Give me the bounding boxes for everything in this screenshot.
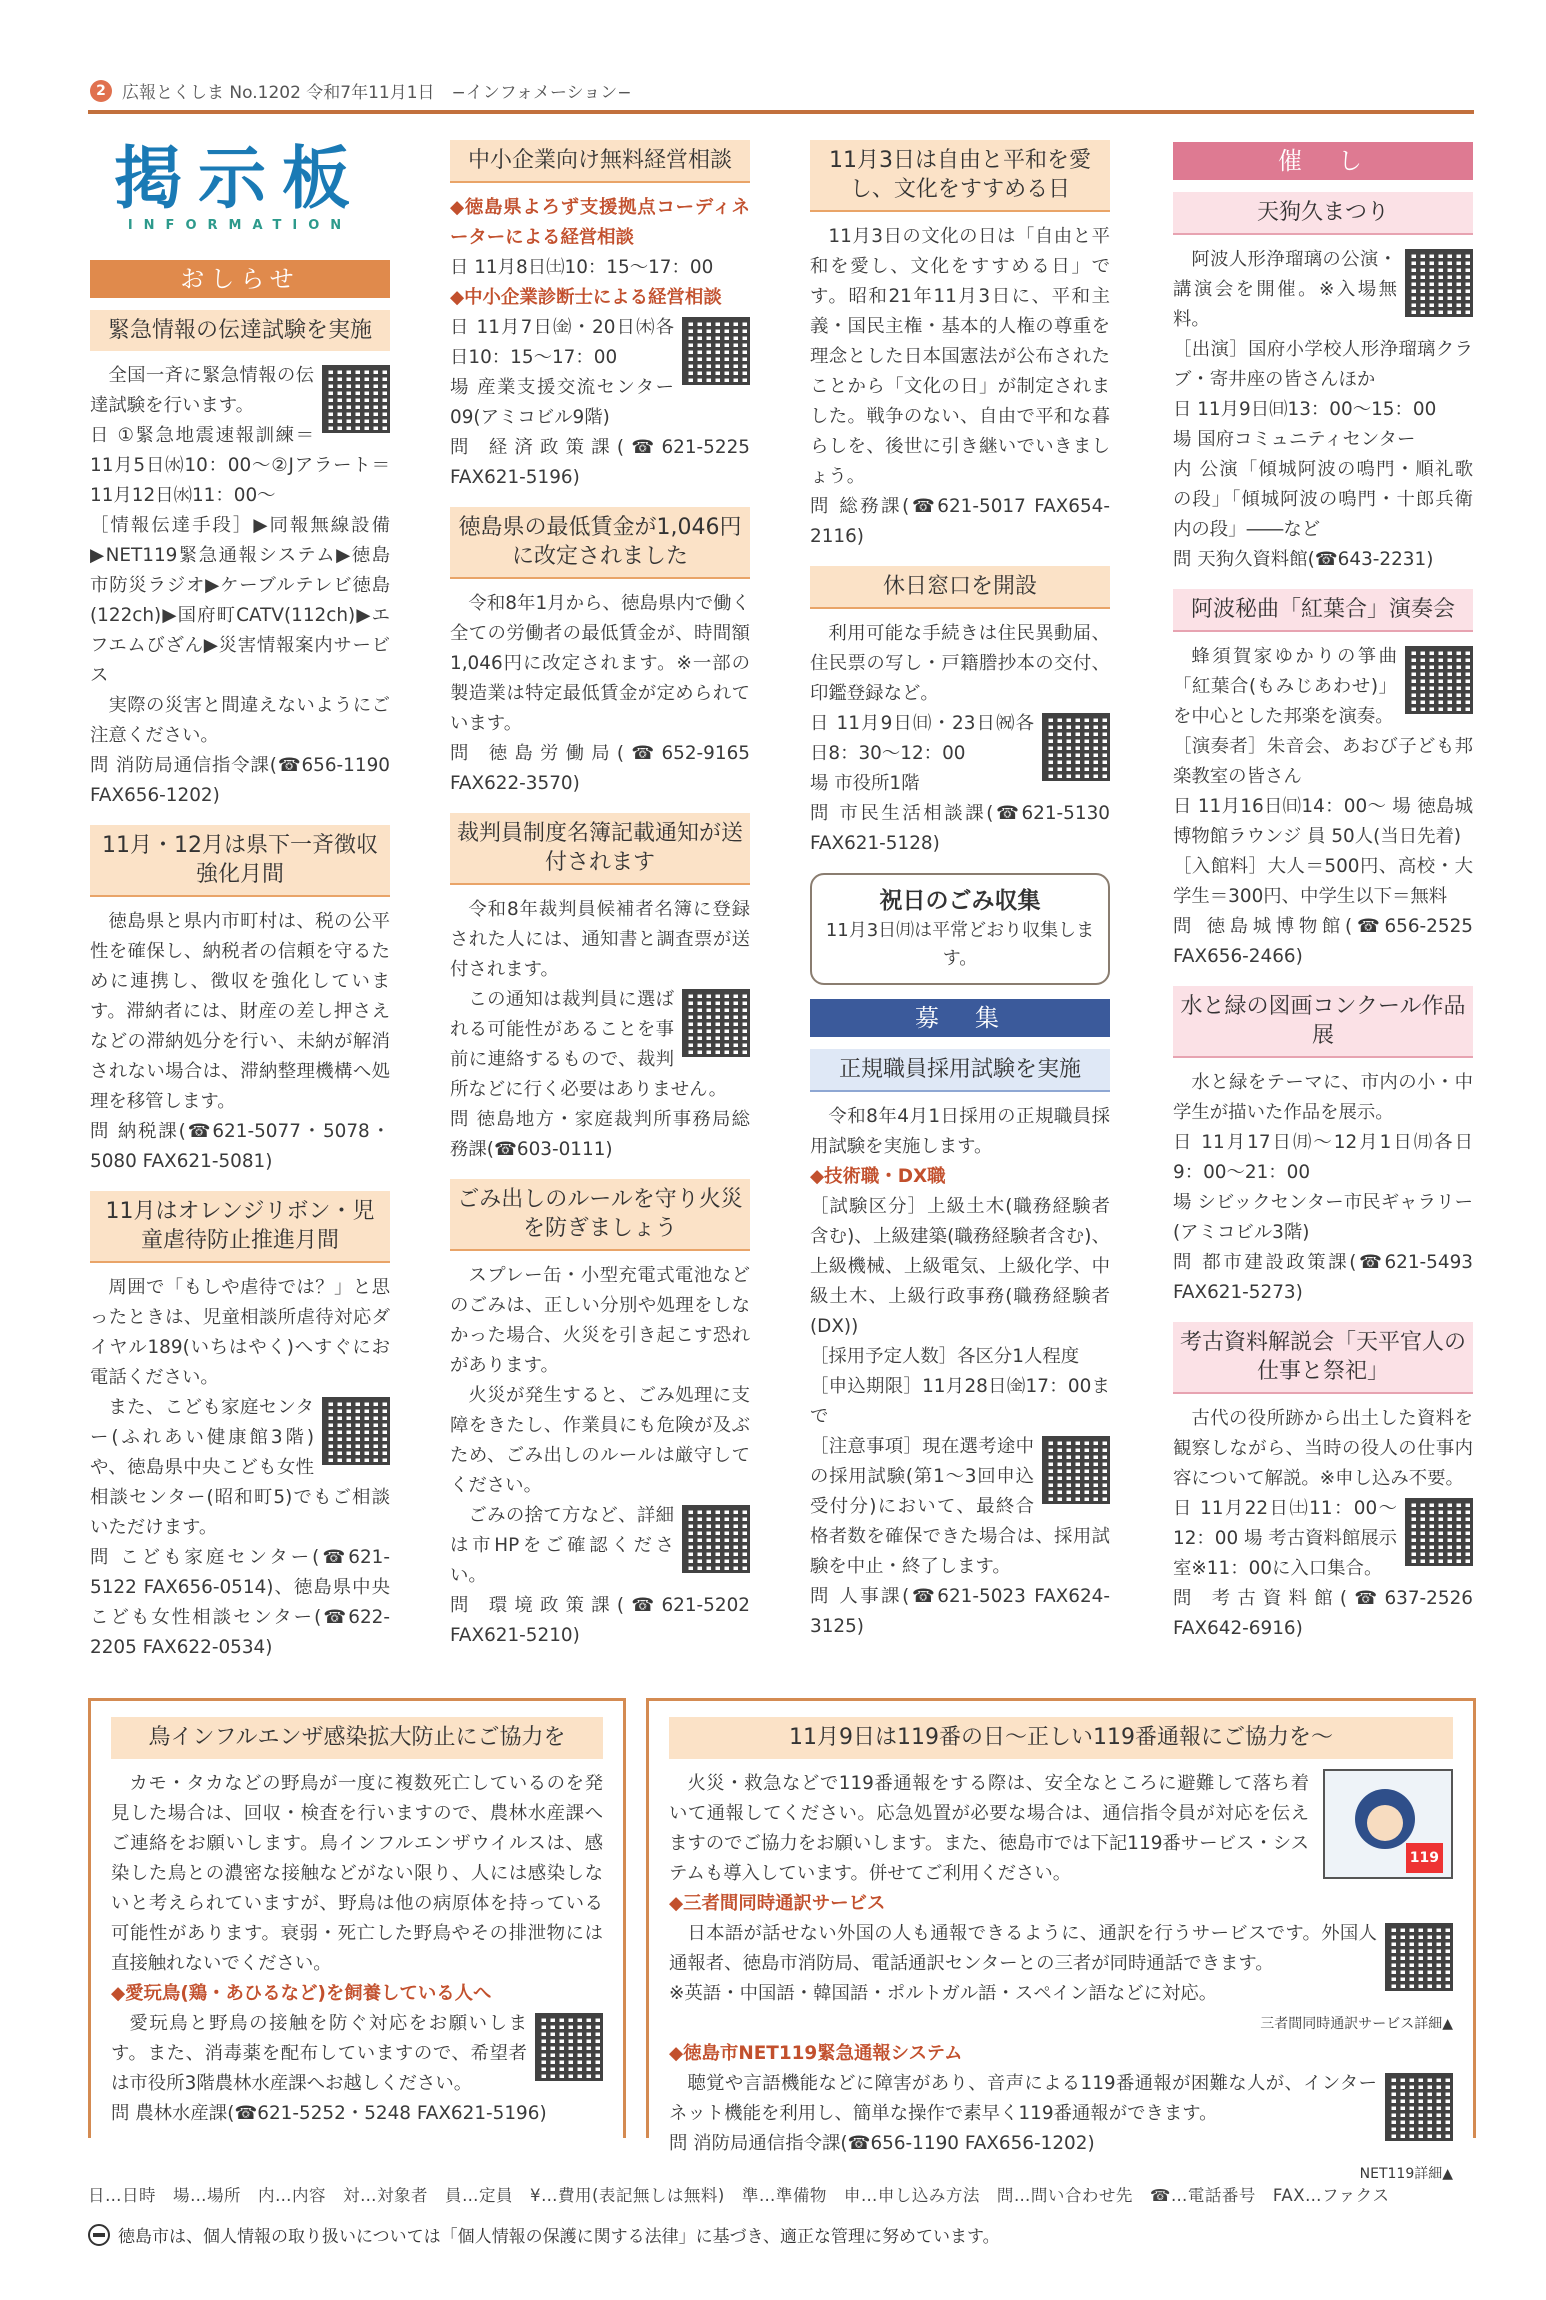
box-subheading: ◆愛玩鳥(鶏・あひるなど)を飼養している人へ [111,1983,492,2004]
logo-sub: INFORMATION [127,218,353,233]
box-text: 聴覚や言語機能などに障害があり、音声による119番通報が困難な人が、インターネット機能を利用し、簡単な操作で素早く119番通報ができます。 [669,2073,1377,2124]
article-text: 実際の災害と間違えないようにご注意ください。 [90,695,390,746]
article-date: 日 11月9日㈰・23日㈷各日8：30〜12：00 [810,713,1034,764]
qr-code[interactable] [682,1505,750,1573]
119-sign: 119 [1406,1843,1443,1873]
article-text: ［出演］国府小学校人形浄瑠璃クラブ・寄井座の皆さんほか [1173,339,1473,390]
article-title: 中小企業向け無料経営相談 [450,140,750,183]
119-day-box [646,1698,1476,2182]
article [1173,1322,1473,1644]
tag-boshu: 募 集 [810,999,1110,1037]
article-contact: 問 こども家庭センター(☎621-5122 FAX656-0514)、徳島県中央こども女性相談センター(☎622-2205 FAX622-0534) [90,1547,390,1658]
operator-illustration [1323,1769,1453,1879]
privacy-note [88,2222,1474,2247]
qr-code[interactable] [682,989,750,1057]
article-date: 日 11月7日㈮・20日㈭各日10：15〜17：00 [450,317,674,368]
article-title: 11月3日は自由と平和を愛し、文化をすすめる日 [810,140,1110,212]
article-text: 阿波人形浄瑠璃の公演・講演会を開催。※入場無料。 [1173,249,1397,330]
box-text: ※英語・中国語・韓国語・ポルトガル語・スペイン語などに対応。 [669,1983,1218,2004]
article-date: 日 11月9日㈰13：00〜15：00 [1173,399,1437,420]
qr-code[interactable] [322,1397,390,1465]
article-text: ［演奏者］朱音会、あおび子ども邦楽教室の皆さん [1173,736,1473,787]
article-contact: 問 天狗久資料館(☎643-2231) [1173,549,1434,570]
article-text: 蜂須賀家ゆかりの箏曲「紅葉合(もみじあわせ)」を中心とした邦楽を演奏。 [1173,646,1397,727]
article-text: スプレー缶・小型充電式電池などのごみは、正しい分別や処理をしなかった場合、火災を引き起こす恐れがあります。 [450,1265,750,1376]
article-contact: 問 納税課(☎621-5077・5078・5080 FAX621-5081) [90,1121,390,1172]
article-title: ごみ出しのルールを守り火災を防ぎましょう [450,1179,750,1251]
article-text: 火災が発生すると、ごみ処理に支障をきたし、作業員にも危険が及ぶため、ごみ出しのルールは厳守してください。 [450,1385,750,1496]
article-place: 場 シビックセンター市民ギャラリー(アミコビル3階) [1173,1192,1473,1243]
bird-flu-box [88,1698,626,2138]
article-text: 11月3日の文化の日は「自由と平和を愛し、文化をすすめる日」です。昭和21年11月3日に、平和主義・国民主権・基本的人権の尊重を理念とした日本国憲法が公布されたことから「文化の日」が制定されました。戦争のない、自由で平和な暮らしを、後世に引き継いでいきましょう。 [810,226,1110,487]
article-text: また、こども家庭センター(ふれあい健康館3階)や、徳島県中央こども女性相談センター(昭和町5)でもご相談いただけます。 [90,1397,390,1538]
article-text: ［試験区分］上級土木(職務経験者含む)、上級建築(職務経験者含む)、上級機械、上級電気、上級化学、中級土木、上級行政事務(職務経験者(DX)) [810,1196,1110,1337]
article-contact: 問 経済政策課(☎621-5225 FAX621-5196) [450,437,750,488]
article-title: 水と緑の図画コンクール作品展 [1173,986,1473,1058]
box-text: 愛玩鳥と野鳥の接触を防ぐ対応をお願いします。また、消毒薬を配布していますので、希望者は市役所3階農林水産課へお越しください。 [111,2013,527,2094]
article-contact: 問 都市建設政策課(☎621-5493 FAX621-5273) [1173,1252,1473,1303]
article-text: ［申込期限］11月28日㈮17：00まで [810,1376,1110,1427]
article-text: ［入館料］大人＝500円、高校・大学生＝300円、中学生以下＝無料 [1173,856,1473,907]
article-text: 古代の役所跡から出土した資料を観察しながら、当時の役人の仕事内容について解説。※申し込み不要。 [1173,1408,1473,1489]
page-header [90,78,632,103]
article-contact: 問 消防局通信指令課(☎656-1190 FAX656-1202) [90,755,390,806]
article-date: 日 11月8日㈯10：15〜17：00 [450,257,714,278]
box-text: 日本語が話せない外国の人も通報できるように、通訳を行うサービスです。外国人通報者、徳島市消防局、電話通訳センターとの三者が同時通話できます。 [669,1923,1377,1974]
article-text: この通知は裁判員に選ばれる可能性があることを事前に連絡するもので、裁判所などに行く必要はありません。 [450,989,727,1100]
article [90,1191,390,1663]
article-text: ［採用予定人数］各区分1人程度 [810,1346,1080,1367]
qr-code[interactable] [1385,1923,1453,1991]
column-1 [90,140,390,1677]
article [810,140,1110,552]
article-text: 水と緑をテーマに、市内の小・中学生が描いた作品を展示。 [1173,1072,1473,1123]
box-title: 11月9日は119番の日〜正しい119番通報にご協力を〜 [669,1717,1453,1759]
article [450,140,750,493]
page-number: 2 [90,80,112,102]
qr-code[interactable] [1042,713,1110,781]
logo [90,140,390,258]
tag-moyooshi: 催 し [1173,142,1473,180]
article-title: 正規職員採用試験を実施 [810,1049,1110,1092]
tag-oshirase: おしらせ [90,260,390,298]
privacy-text: 徳島市は、個人情報の取り扱いについては「個人情報の保護に関する法律」に基づき、適正な管理に努めています。 [118,2227,1000,2247]
article-text: 全国一斉に緊急情報の伝達試験を行います。 [90,365,314,416]
article-contact: 問 徳島労働局(☎652-9165 FAX622-3570) [450,743,750,794]
qr-code[interactable] [1385,2073,1453,2141]
article-text: 令和8年裁判員候補者名簿に登録された人には、通知書と調査票が送付されます。 [450,899,750,980]
article-subheading: ◆中小企業診断士による経営相談 [450,287,722,308]
article-date: 日 ①緊急地震速報訓練＝11月5日㈬10：00〜②Jアラート＝11月12日㈬11：00〜 [90,425,390,506]
article [810,566,1110,859]
article-subheading: ◆技術職・DX職 [810,1166,946,1187]
article [450,1179,750,1651]
article-place: 場 産業支援交流センター09(アミコビル9階) [450,377,674,428]
column-4 [1173,140,1473,1658]
garbage-notice-title: 祝日のごみ収集 [879,888,1041,914]
article-place: 場 国府コミュニティセンター [1173,429,1416,450]
article-place: 場 市役所1階 [810,773,920,794]
article-contact: 問 市民生活相談課(☎621-5130 FAX621-5128) [810,803,1110,854]
article-text: ［注意事項］現在選考途中の採用試験(第1〜3回申込受付分)において、最終合格者数を確保できた場合は、採用試験を中止・終了します。 [810,1436,1110,1577]
box-title: 鳥インフルエンザ感染拡大防止にご協力を [111,1717,603,1759]
icon-legend: 日…日時 場…場所 内…内容 対…対象者 員…定員 ¥…費用(表記無しは無料) 準…準備物 申…申し込み方法 問…問い合わせ先 ☎…電話番号 FAX…ファクス [88,2186,1390,2205]
qr-code[interactable] [1042,1436,1110,1504]
box-subheading: ◆三者間同時通訳サービス [669,1893,886,1914]
article-date: 日 11月16日㈰14：00〜 場 徳島城博物館ラウンジ 員 50人(当日先着) [1173,796,1473,847]
article-title: 徳島県の最低賃金が1,046円に改定されました [450,507,750,579]
article-contact: 問 環境政策課(☎621-5202 FAX621-5210) [450,1595,750,1646]
box-text: カモ・タカなどの野鳥が一度に複数死亡しているのを発見した場合は、回収・検査を行いますので、農林水産課へご連絡をお願いします。鳥インフルエンザウイルスは、感染した鳥との濃密な接触などがない限り、人には感染しないと考えられていますが、野鳥は他の病原体を持っている可能性があります。衰弱・死亡した野鳥やその排泄物には直接触れないでください。 [111,1773,603,1974]
article-text: ［情報伝達手段］▶同報無線設備▶NET119緊急通報システム▶徳島市防災ラジオ▶ケーブルテレビ徳島(122ch)▶国府町CATV(112ch)▶エフエムびざん▶災害情報案内サービス [90,515,390,686]
box-contact: 問 消防局通信指令課(☎656-1190 FAX656-1202) [669,2133,1095,2154]
article-text: 令和8年4月1日採用の正規職員採用試験を実施します。 [810,1106,1110,1157]
article-title: 緊急情報の伝達試験を実施 [90,310,390,351]
qr-caption: 三者間同時通訳サービス詳細▲ [1260,2016,1453,2032]
article-text: 利用可能な手続きは住民異動届、住民票の写し・戸籍謄抄本の交付、印鑑登録など。 [810,623,1110,704]
qr-code[interactable] [1405,1498,1473,1566]
column-3 [810,140,1110,1656]
article-contact: 問 総務課(☎621-5017 FAX654-2116) [810,496,1110,547]
logo-main: 掲示板 [113,139,366,219]
article [450,507,750,799]
city-seal-icon [88,2224,110,2246]
article [90,825,390,1177]
article-title: 阿波秘曲「紅葉合」演奏会 [1173,589,1473,632]
article [810,1049,1110,1642]
article-date: 日 11月22日㈯11：00〜12：00 場 考古資料館展示室※11：00に入口集合。 [1173,1498,1398,1579]
article-subheading: ◆徳島県よろず支援拠点コーディネーターによる経営相談 [450,197,750,248]
article [1173,192,1473,575]
qr-code[interactable] [535,2013,603,2081]
box-contact: 問 農林水産課(☎621-5252・5248 FAX621-5196) [111,2103,547,2124]
article-title: 休日窓口を開設 [810,566,1110,609]
article [450,813,750,1165]
article-contact: 問 人事課(☎621-5023 FAX624-3125) [810,1586,1110,1637]
qr-code[interactable] [682,317,750,385]
article-title: 裁判員制度名簿記載通知が送付されます [450,813,750,885]
qr-caption: NET119詳細▲ [1359,2166,1453,2182]
header-rule [88,110,1474,114]
operator-face-shape [1367,1805,1403,1841]
article-text: 徳島県と県内市町村は、税の公平性を確保し、納税者の信頼を守るために連携し、徴収を強化しています。滞納者には、財産の差し押さえなどの滞納処分を行い、未納が解消されない場合は、滞納整理機構へ処理を移管します。 [90,911,390,1112]
box-subheading: ◆徳島市NET119緊急通報システム [669,2043,963,2064]
qr-code[interactable] [1405,646,1473,714]
article-content: 内 公演「傾城阿波の鳴門・順礼歌の段」「傾城阿波の鳴門・十郎兵衛内の段」――など [1173,459,1473,540]
article-contact: 問 徳島地方・家庭裁判所事務局総務課(☎603-0111) [450,1109,750,1160]
article-title: 考古資料解説会「天平官人の仕事と祭祀」 [1173,1322,1473,1394]
garbage-notice [810,873,1110,985]
article [1173,589,1473,972]
article [1173,986,1473,1308]
article [90,310,390,811]
qr-code[interactable] [1405,249,1473,317]
article-text: ごみの捨て方など、詳細は市HPをご確認ください。 [450,1505,674,1586]
header-text: 広報とくしま No.1202 令和7年11月1日 −インフォメーション− [122,83,632,103]
article-text: 周囲で「もしや虐待では？」と思ったときは、児童相談所虐待対応ダイヤル189(いちはやく)へすぐにお電話ください。 [90,1277,390,1388]
article-date: 日 11月17日㈪〜12月1日㈪各日9：00〜21：00 [1173,1132,1473,1183]
article-title: 天狗久まつり [1173,192,1473,235]
column-2 [450,140,750,1665]
box-text: 火災・救急などで119番通報をする際は、安全なところに避難して落ち着いて通報してください。応急処置が必要な場合は、通信指令員が対応を伝えますのでご協力をお願いします。また、徳島市では下記119番サービス・システムも導入しています。併せてご利用ください。 [669,1773,1309,1884]
garbage-notice-body: 11月3日㈪は平常どおり収集します。 [825,920,1095,969]
qr-code[interactable] [322,365,390,433]
article-title: 11月・12月は県下一斉徴収強化月間 [90,825,390,897]
article-title: 11月はオレンジリボン・児童虐待防止推進月間 [90,1191,390,1263]
article-contact: 問 考古資料館(☎637-2526 FAX642-6916) [1173,1588,1473,1639]
article-contact: 問 徳島城博物館(☎656-2525 FAX656-2466) [1173,916,1473,967]
article-text: 令和8年1月から、徳島県内で働く全ての労働者の最低賃金が、時間額1,046円に改定されます。※一部の製造業は特定最低賃金が定められています。 [450,593,750,734]
